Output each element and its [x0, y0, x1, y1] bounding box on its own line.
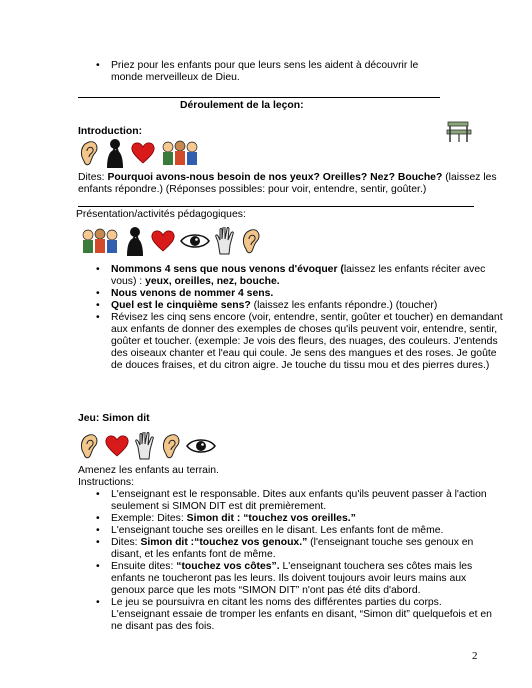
heart-icon	[130, 141, 156, 165]
eye-icon	[186, 437, 216, 455]
game-icon-row	[78, 432, 216, 460]
list-item: • Révisez les cinq sens encore (voir, entendre, sentir, goûter et toucher) en demandant aux enfants de donner des exemples de choses qu'ils peuvent voir, entendre, sentir, goûter et toucher. (exemple: Je vois des fleurs, des nuages, des couleurs. J'entends des oiseaux chanter et l'eau qui coule. Je sens des mangues et des roses. Je goûte de douces fraises, et du citron aigre. Je touche du tissu mou et des pierres dures.)	[96, 312, 506, 372]
presentation-icon-row	[80, 226, 262, 256]
list-item: • Le jeu se poursuivra en citant les noms des différentes parties du corps. L'enseignant essaie de tromper les enfants en disant, “Simon dit” quelquefois et en ne disant pas des fois.	[96, 597, 496, 633]
heart-icon	[150, 229, 176, 253]
bench-icon	[445, 118, 475, 148]
ear-icon	[78, 139, 100, 167]
heart-icon	[104, 434, 130, 458]
hand-icon	[214, 227, 236, 255]
list-item: • Nous venons de nommer 4 sens.	[96, 288, 506, 300]
game-heading: Jeu: Simon dit	[78, 413, 150, 424]
list-item: • Ensuite dites: “touchez vos côtes”. L'enseignant touchera ses côtes mais les enfants ne toucheront pas les leurs. Ils doivent toujours avoir leurs mains aux genoux parce que les mots “SIMON DIT” n'ont pas été dits d'abord.	[96, 561, 496, 597]
praying-person-icon	[124, 226, 146, 256]
intro-instruction: (laissez les enfants répondre.) (Réponses possibles: pour voir, entendre, sentir, goûter.)	[78, 172, 497, 195]
children-group-icon	[80, 227, 120, 255]
page-number: 2	[472, 650, 478, 662]
presentation-bullet-list	[96, 264, 506, 372]
ear-icon	[240, 227, 262, 255]
prayer-bullet: • Priez pour les enfants pour que leurs sens les aident à découvrir le monde merveilleux de Dieu.	[96, 60, 436, 84]
intro-question: Pourquoi avons-nous besoin de nos yeux? Oreilles? Nez? Bouche?	[107, 172, 443, 183]
divider-top	[78, 97, 440, 98]
list-item: • Quel est le cinquième sens? (laissez les enfants répondre.) (toucher)	[96, 300, 506, 312]
intro-icon-row	[78, 138, 200, 168]
ear-icon	[160, 432, 182, 460]
children-group-icon	[160, 139, 200, 167]
lesson-heading: Déroulement de la leçon:	[180, 100, 304, 111]
list-item: • L'enseignant touche ses oreilles en le disant. Les enfants font de même.	[96, 525, 496, 537]
list-item: • L'enseignant est le responsable. Dites aux enfants qu'ils peuvent passer à l'action seulement si SIMON DIT est dit premièrement.	[96, 489, 496, 513]
introduction-heading: Introduction:	[78, 126, 143, 137]
list-item: • Nommons 4 sens que nous venons d'évoquer (laissez les enfants réciter avec vous) : yeux, oreilles, nez, bouche.	[96, 264, 506, 288]
instructions-label: Instructions:	[78, 477, 135, 488]
prayer-bullet-list	[96, 60, 436, 84]
eye-icon	[180, 232, 210, 250]
list-item: • Exemple: Dites: Simon dit : “touchez vos oreilles.”	[96, 513, 496, 525]
hand-icon	[134, 432, 156, 460]
list-item: • Dites: Simon dit :“touchez vos genoux.” (l'enseignant touche ses genoux en disant, et les enfants font de même.	[96, 537, 496, 561]
game-intro: Amenez les enfants au terrain.	[78, 465, 219, 476]
ear-icon	[78, 432, 100, 460]
intro-dites-paragraph: Dites: Pourquoi avons-nous besoin de nos yeux? Oreilles? Nez? Bouche? (laissez les enfants répondre.) (Réponses possibles: pour voir, entendre, sentir, goûter.)	[78, 172, 497, 195]
game-bullet-list	[96, 489, 496, 633]
praying-person-icon	[104, 138, 126, 168]
divider-mid	[78, 206, 474, 207]
presentation-heading: Présentation/activités pédagogiques:	[76, 209, 246, 220]
